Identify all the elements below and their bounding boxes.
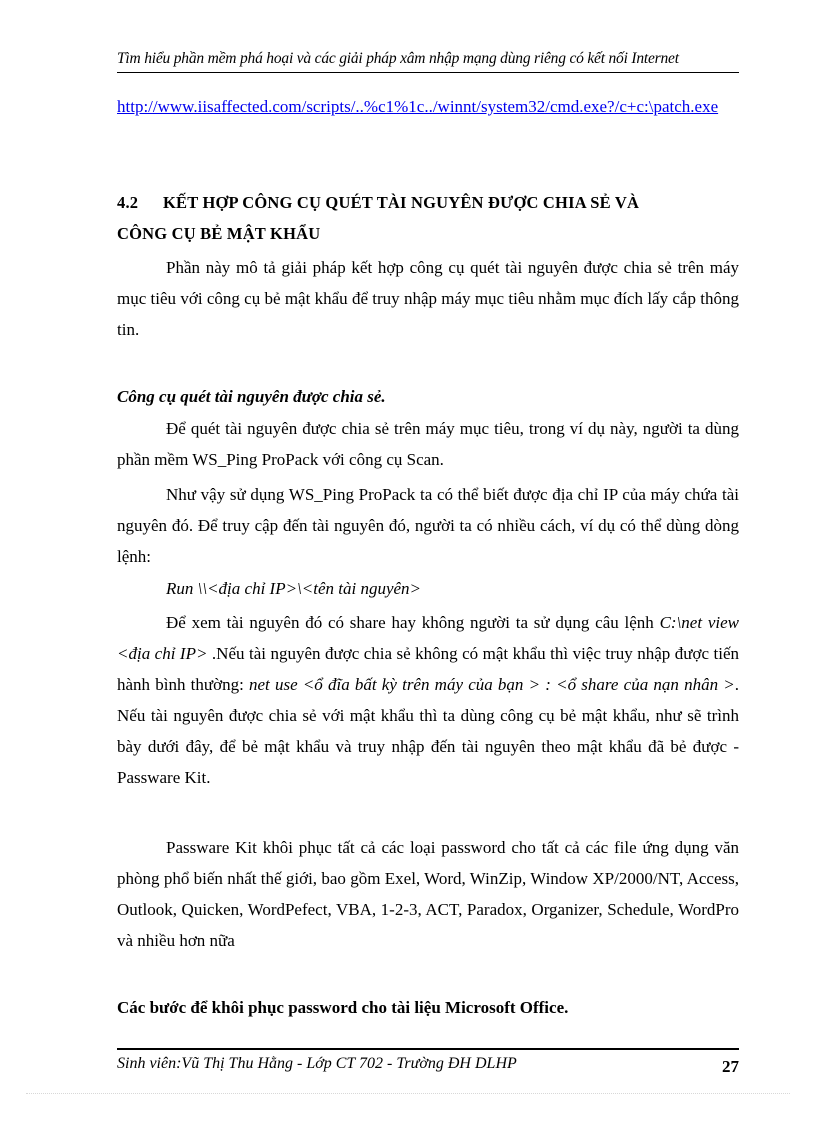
section-number: 4.2: [117, 193, 139, 212]
section-title-line2: CÔNG CỤ BẺ MẬT KHẨU: [117, 224, 321, 243]
passware-paragraph: Passware Kit khôi phục tất cả các loại password cho tất cả các file ứng dụng văn phòng phổ biến nhất thế giới, bao gồm Exel, Word, WinZip, Window XP/2000/NT, Access, Outlook, Quicken, WordPefect, VBA, 1-2-3, ACT, Paradox, Organizer, Schedule, WordPro và nhiều hơn nữa: [117, 838, 739, 950]
net-use-command: net use <ổ đĩa bất kỳ trên máy của bạn > : <ổ share của nạn nhân >: [249, 675, 735, 694]
footer-rule: [117, 1048, 739, 1050]
page-edge-divider: [26, 1093, 790, 1094]
run-command-example: Run \\<địa chỉ IP>\<tên tài nguyên>: [166, 579, 422, 598]
section-heading: [117, 187, 739, 249]
scan-tool-paragraph-2: Như vậy sử dụng WS_Ping ProPack ta có thể biết được địa chỉ IP của máy chứa tài nguyên đó. Để truy cập đến tài nguyên đó, người ta có nhiều cách, ví dụ có thể dùng dòng lệnh:: [117, 485, 739, 566]
exploit-url-link[interactable]: http://www.iisaffected.com/scripts/..%c1%1c../winnt/system32/cmd.exe?/c+c:\patch.exe: [117, 97, 719, 116]
para3-text-b: .Nếu tài nguyên được chia sẻ không có mật khẩu thì việc truy nhập được tiến hành bình thường:: [117, 644, 739, 694]
recovery-steps-heading: Các bước để khôi phục password cho tài liệu Microsoft Office.: [117, 998, 569, 1017]
scan-tool-heading: Công cụ quét tài nguyên được chia sẻ.: [117, 387, 386, 406]
scan-tool-paragraph-3: [117, 607, 739, 793]
footer-student-info: Sinh viên:Vũ Thị Thu Hằng - Lớp CT 702 - Trường ĐH DLHP: [117, 1055, 517, 1072]
section-title-line1: KẾT HỢP CÔNG CỤ QUÉT TÀI NGUYÊN ĐƯỢC CHIA SẺ VÀ: [163, 193, 640, 212]
para3-text-a: Để xem tài nguyên đó có share hay không người ta sử dụng câu lệnh: [166, 613, 660, 632]
para3-text-c: . Nếu tài nguyên được chia sẻ với mật khẩu thì ta dùng công cụ bẻ mật khẩu, như sẽ trình bày dưới đây, để bẻ mật khẩu và truy nhập đến tài nguyên theo mật khẩu đã bẻ được - Passware Kit.: [117, 675, 739, 787]
running-header: Tìm hiểu phần mềm phá hoại và các giải pháp xâm nhập mạng dùng riêng có kết nối Internet: [117, 50, 679, 67]
scan-tool-paragraph-1: Để quét tài nguyên được chia sẻ trên máy mục tiêu, trong ví dụ này, người ta dùng phần mềm WS_Ping ProPack với công cụ Scan.: [117, 419, 739, 469]
section-intro-paragraph: Phần này mô tả giải pháp kết hợp công cụ quét tài nguyên được chia sẻ trên máy mục tiêu với công cụ bẻ mật khẩu để truy nhập máy mục tiêu nhằm mục đích lấy cắp thông tin.: [117, 258, 739, 339]
net-view-command: C:\net view <địa chỉ IP>: [117, 613, 739, 663]
header-rule: [117, 72, 739, 73]
page-number: 27: [722, 1057, 739, 1076]
